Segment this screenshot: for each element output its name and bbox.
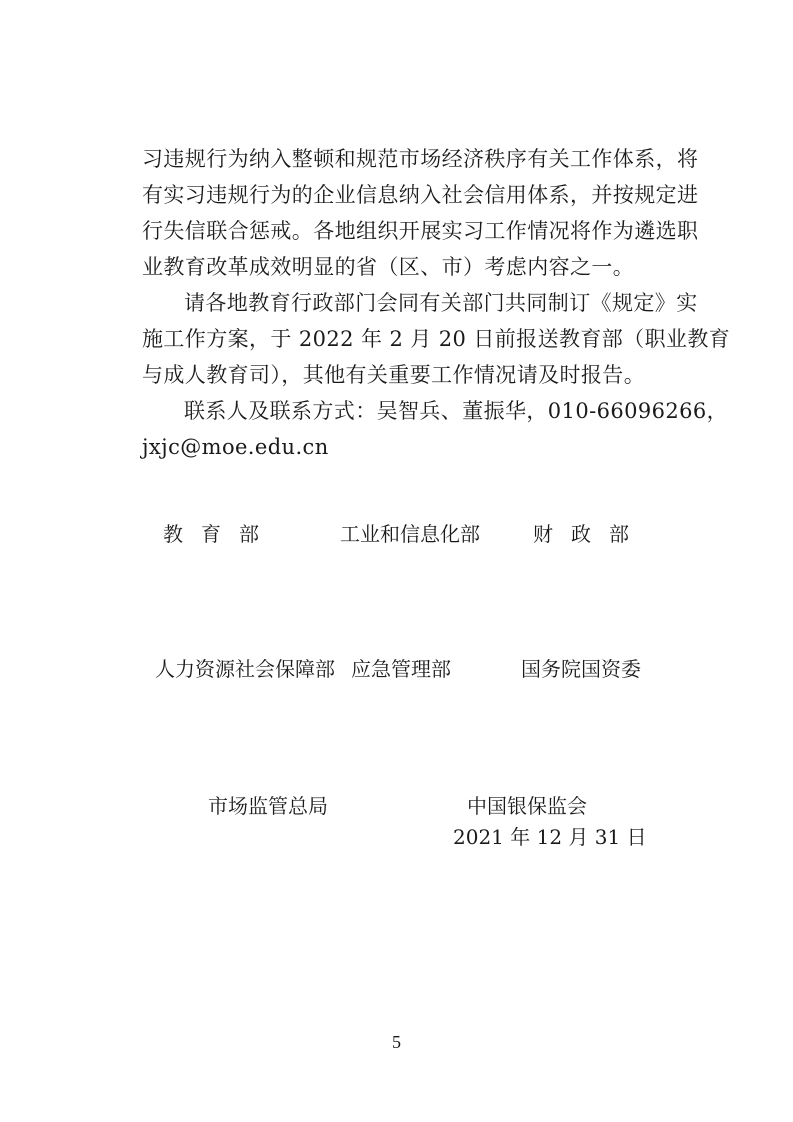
signatory-mem: 应急管理部 [351,657,451,681]
signatory-mohrss: 人力资源社会保障部 [155,657,335,681]
page-number: 5 [392,1032,401,1052]
body-line-2: 有实习违规行为的企业信息纳入社会信用体系，并按规定进 [142,183,699,207]
signatory-miit: 工业和信息化部 [340,522,480,546]
body-line-1: 习违规行为纳入整顿和规范市场经济秩序有关工作体系，将 [142,147,699,171]
body-line-4: 业教育改革成效明显的省（区、市）考虑内容之一。 [142,255,635,279]
body-line-3: 行失信联合惩戒。各地组织开展实习工作情况将作为遴选职 [142,219,699,243]
signatory-samr: 市场监管总局 [208,794,328,818]
body-line-7: 与成人教育司），其他有关重要工作情况请及时报告。 [142,363,646,387]
contact-email: jxjc@moe.edu.cn [142,435,329,459]
body-line-6: 施工作方案，于 2022 年 2 月 20 日前报送教育部（职业教育 [142,327,731,351]
issue-date: 2021 年 12 月 31 日 [453,825,647,849]
signatory-moe: 教育部 [163,522,277,546]
signatory-cbirc: 中国银保监会 [467,794,587,818]
contact-line: 联系人及联系方式：吴智兵、董振华，010-66096266， [184,399,729,423]
signatory-mof: 财政部 [533,522,647,546]
body-line-5: 请各地教育行政部门会同有关部门共同制订《规定》实 [184,291,698,315]
signatory-sasac: 国务院国资委 [521,657,641,681]
